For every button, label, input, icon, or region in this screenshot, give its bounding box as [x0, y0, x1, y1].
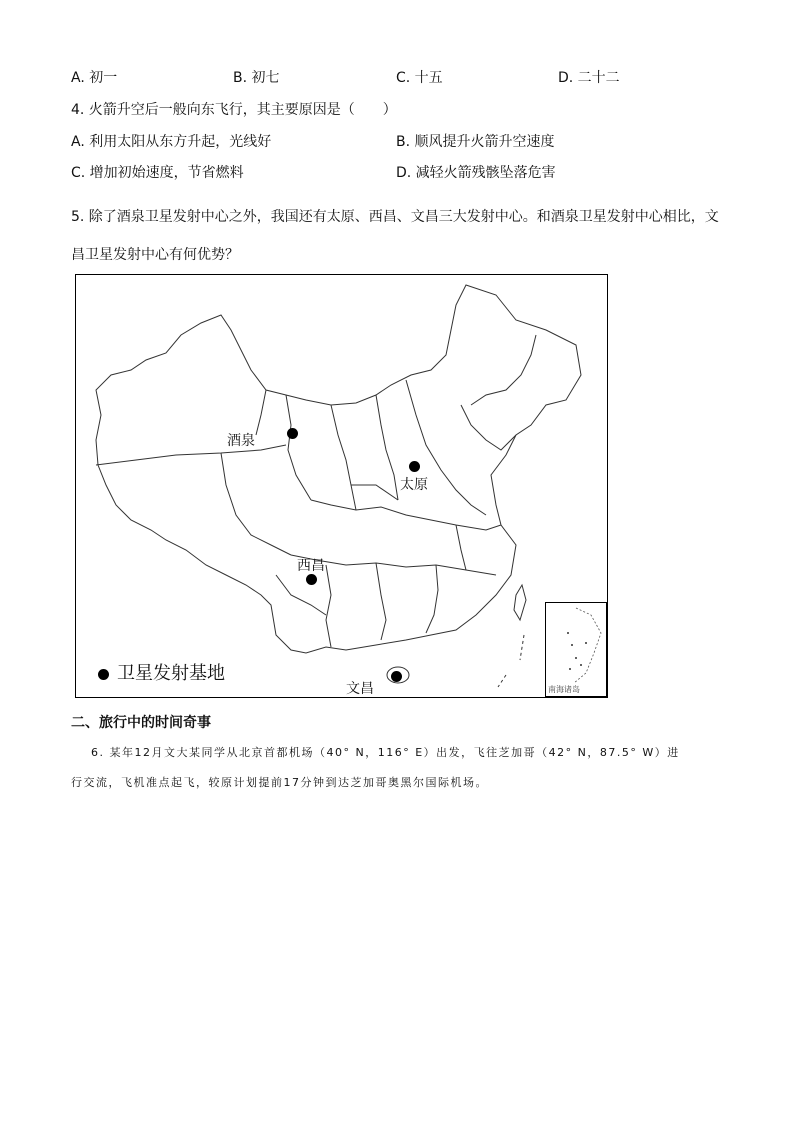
section-2-title: 二、旅行中的时间奇事	[71, 715, 211, 731]
q6-line2: 行交流，飞机准点起飞，较原计划提前17分钟到达芝加哥奥黑尔国际机场。	[71, 776, 488, 789]
xichang-marker	[306, 574, 317, 585]
q5-line2: 昌卫星发射中心有何优势？	[71, 247, 239, 263]
q4-option-d: D. 减轻火箭残骸坠落危害	[396, 165, 556, 181]
q3-option-a: A. 初一	[71, 70, 118, 86]
inset-outline	[546, 603, 606, 696]
city-label-xichang: 西昌	[297, 558, 325, 574]
china-map	[75, 274, 608, 698]
q3-option-b: B. 初七	[233, 70, 280, 86]
q5-line1: 5. 除了酒泉卫星发射中心之外，我国还有太原、西昌、文昌三大发射中心。和酒泉卫星发射中心相比，文	[71, 209, 719, 225]
taiyuan-marker	[409, 461, 420, 472]
map-legend	[98, 659, 225, 685]
city-label-wenchang: 文昌	[346, 681, 374, 697]
jiuquan-marker	[287, 428, 298, 439]
q4-option-c: C. 增加初始速度，节省燃料	[71, 165, 244, 181]
q6-line1: 6. 某年12月文大某同学从北京首都机场（40° N，116° E）出发，飞往芝加哥（42° N，87.5° W）进	[91, 746, 680, 759]
city-label-jiuquan: 酒泉	[227, 433, 255, 449]
q3-option-d: D. 二十二	[558, 70, 620, 86]
legend-label: 卫星发射基地	[117, 663, 225, 684]
q4-stem: 4. 火箭升空后一般向东飞行，其主要原因是（ ）	[71, 102, 397, 118]
wenchang-marker	[391, 671, 402, 682]
q3-option-c: C. 十五	[396, 70, 443, 86]
china-map-outline	[76, 275, 607, 697]
q4-option-a: A. 利用太阳从东方升起，光线好	[71, 134, 272, 150]
legend-dot-icon	[98, 669, 109, 680]
q4-option-b: B. 顺风提升火箭升空速度	[396, 134, 555, 150]
south-china-sea-inset	[545, 602, 607, 697]
city-label-taiyuan: 太原	[400, 477, 428, 493]
inset-label: 南海诸岛	[548, 685, 580, 694]
